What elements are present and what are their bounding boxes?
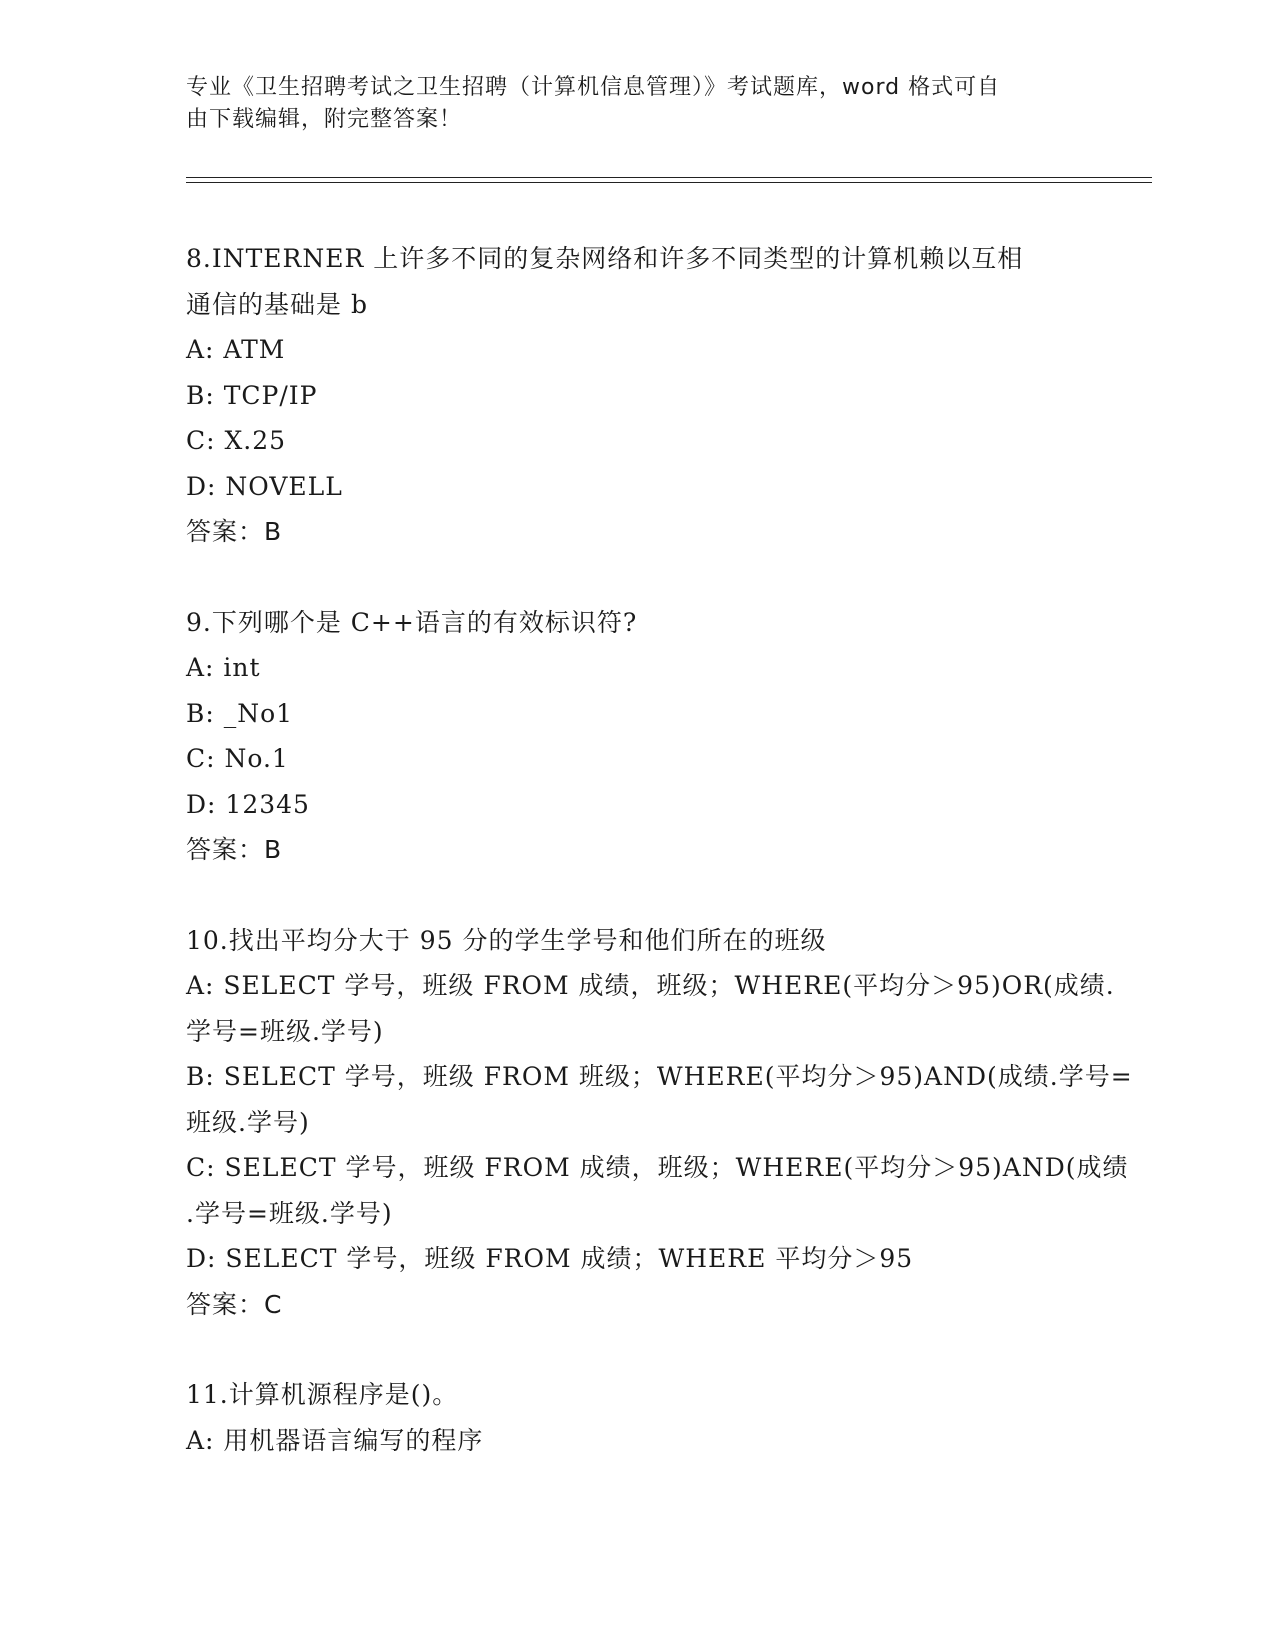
question-stem: 8.INTERNER 上许多不同的复杂网络和许多不同类型的计算机赖以互相 (186, 244, 1024, 273)
option-b: B: TCP/IP (186, 380, 318, 410)
answer-label: 答案：B (186, 517, 283, 546)
option-d: D: 12345 (186, 789, 310, 819)
header-line-2: 由下载编辑，附完整答案！ (186, 107, 463, 132)
header-divider-top (186, 177, 1152, 178)
answer-label: 答案：B (186, 835, 283, 864)
option-c-continued: .学号=班级.学号) (186, 1198, 393, 1228)
option-c: C: No.1 (186, 744, 289, 773)
question-11 (186, 1372, 1086, 1463)
option-a: A: ATM (186, 335, 286, 364)
question-8 (186, 236, 1086, 555)
question-stem: 通信的基础是 b (186, 289, 368, 319)
option-b: B: _No1 (186, 698, 294, 728)
spacer (186, 1327, 1086, 1372)
spacer (186, 873, 1086, 918)
question-9 (186, 600, 1086, 873)
question-10 (186, 918, 1133, 1328)
option-a-continued: 学号=班级.学号) (186, 1016, 384, 1046)
document-header (186, 72, 1066, 136)
question-stem: 9.下列哪个是 C++语言的有效标识符? (186, 607, 638, 637)
question-list (186, 236, 1133, 1463)
option-b-continued: 班级.学号) (186, 1107, 310, 1137)
option-a: A: 用机器语言编写的程序 (186, 1425, 484, 1455)
answer-label: 答案：C (186, 1289, 283, 1319)
question-stem: 11.计算机源程序是()。 (186, 1380, 459, 1409)
option-c: C: SELECT 学号，班级 FROM 成绩，班级；WHERE(平均分＞95)AND(成绩 (186, 1153, 1129, 1182)
option-c: C: X.25 (186, 426, 287, 455)
option-d: D: NOVELL (186, 471, 343, 501)
question-stem: 10.找出平均分大于 95 分的学生学号和他们所在的班级 (186, 925, 827, 955)
header-line-1: 专业《卫生招聘考试之卫生招聘（计算机信息管理）》考试题库，word 格式可自 (186, 75, 1001, 100)
spacer (186, 555, 1086, 600)
option-a: A: int (186, 653, 261, 682)
option-b: B: SELECT 学号，班级 FROM 班级；WHERE(平均分＞95)AND(成绩.学号= (186, 1062, 1133, 1091)
option-a: A: SELECT 学号，班级 FROM 成绩，班级；WHERE(平均分＞95)OR(成绩. (186, 971, 1115, 1000)
option-d: D: SELECT 学号，班级 FROM 成绩；WHERE 平均分＞95 (186, 1244, 914, 1273)
header-divider-bottom (186, 182, 1152, 183)
